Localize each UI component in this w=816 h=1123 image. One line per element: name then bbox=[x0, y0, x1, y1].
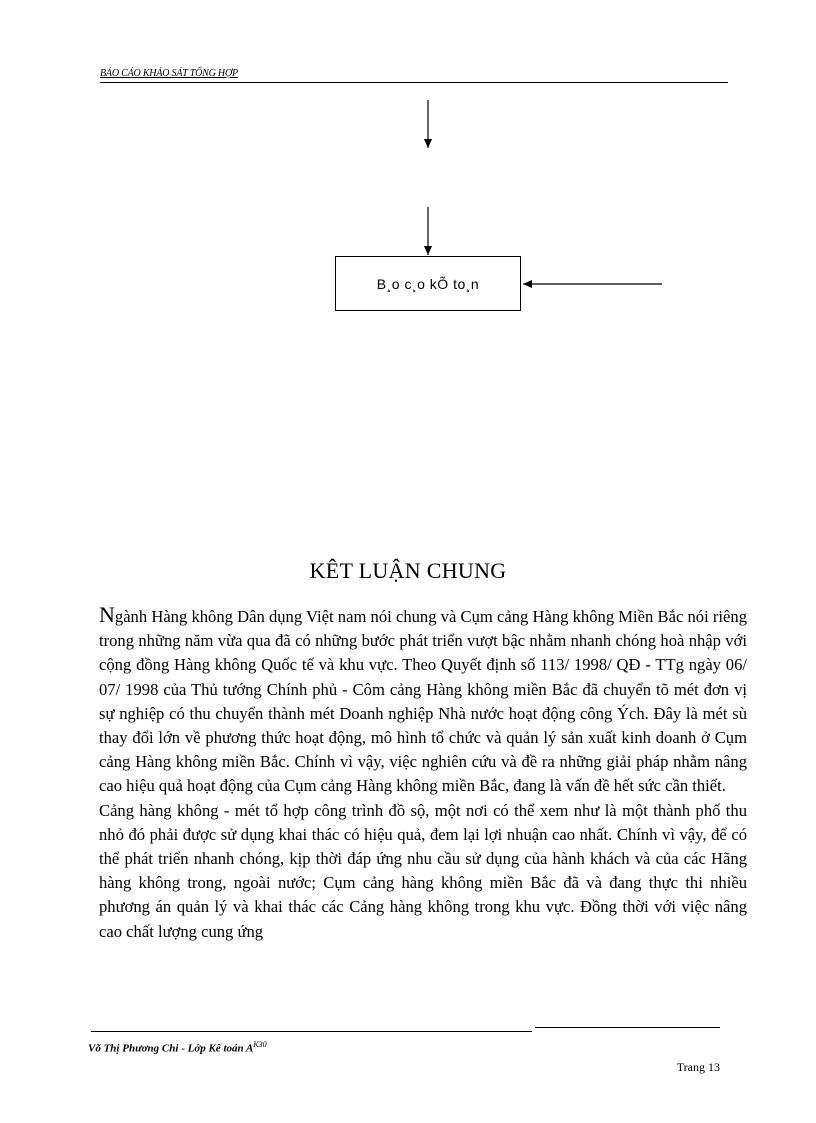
author-name: Võ Thị Phương Chi - Lớp Kế toán A bbox=[88, 1042, 254, 1055]
page-number: Trang 13 bbox=[676, 1060, 720, 1074]
author-class-sup: K30 bbox=[253, 1040, 267, 1049]
page-header: BÁO CÁO KHẢO SÁT TỔNG HỢP bbox=[100, 68, 238, 79]
paragraph-1 bbox=[99, 603, 747, 799]
footer-rule-right bbox=[535, 1027, 720, 1028]
paragraph-1-text: gành Hàng không Dân dụng Việt nam nói chung và Cụm cảng Hàng không Miền Bắc nói riêng trong những năm vừa qua đã có những bước phát triển vượt bậc nhằm nhanh chóng hoà nhập với cộng đồng Hàng không Quốc tế và khu vực. Theo Quyết định số 113/ 1998/ QĐ - TTg ngày 06/ 07/ 1998 của Thủ tướng Chính phủ - Côm cảng Hàng không miền Bắc đã chuyển tõ mét đơn vị sự nghiệp có thu chuyển thành mét Doanh nghiệp Nhà nước hoạt động công Ých. Đây là mét sù thay đổi lớn về phương thức hoạt động, mô hình tổ chức và quản lý sản xuất kinh doanh ở Cụm cảng Hàng không miền Bắc. Chính vì vậy, việc nghiên cứu và đề ra những giải pháp nhằm nâng cao hiệu quả hoạt động của Cụm cảng Hàng không miền Bắc, đang là vấn đề hết sức cần thiết. bbox=[99, 607, 747, 796]
footer-author bbox=[88, 1040, 267, 1055]
drop-cap: N bbox=[99, 602, 115, 627]
section-title: KÊT LUẬN CHUNG bbox=[309, 558, 507, 583]
accounting-report-label: B¸o c¸o kÕ to¸n bbox=[376, 275, 480, 292]
footer-rule-left bbox=[91, 1031, 532, 1032]
paragraph-2: Cảng hàng không - mét tổ hợp công trình đồ sộ, một nơi có thể xem như là một thành phố thu nhỏ đó phải được sử dụng khai thác có hiệu quả, đem lại lợi nhuận cao nhất. Chính vì vậy, để có thể phát triển nhanh chóng, kịp thời đáp ứng nhu cầu sử dụng của hành khách và của các Hãng hàng không trong, ngoài nước; Cụm cảng hàng không miền Bắc đã và đang thực thi nhiều phương án quản lý và khai thác các Cảng hàng không trong khu vực. Đồng thời với việc nâng cao chất lượng cung ứng bbox=[99, 800, 747, 941]
body-text bbox=[99, 603, 747, 944]
accounting-report-box bbox=[335, 256, 521, 311]
